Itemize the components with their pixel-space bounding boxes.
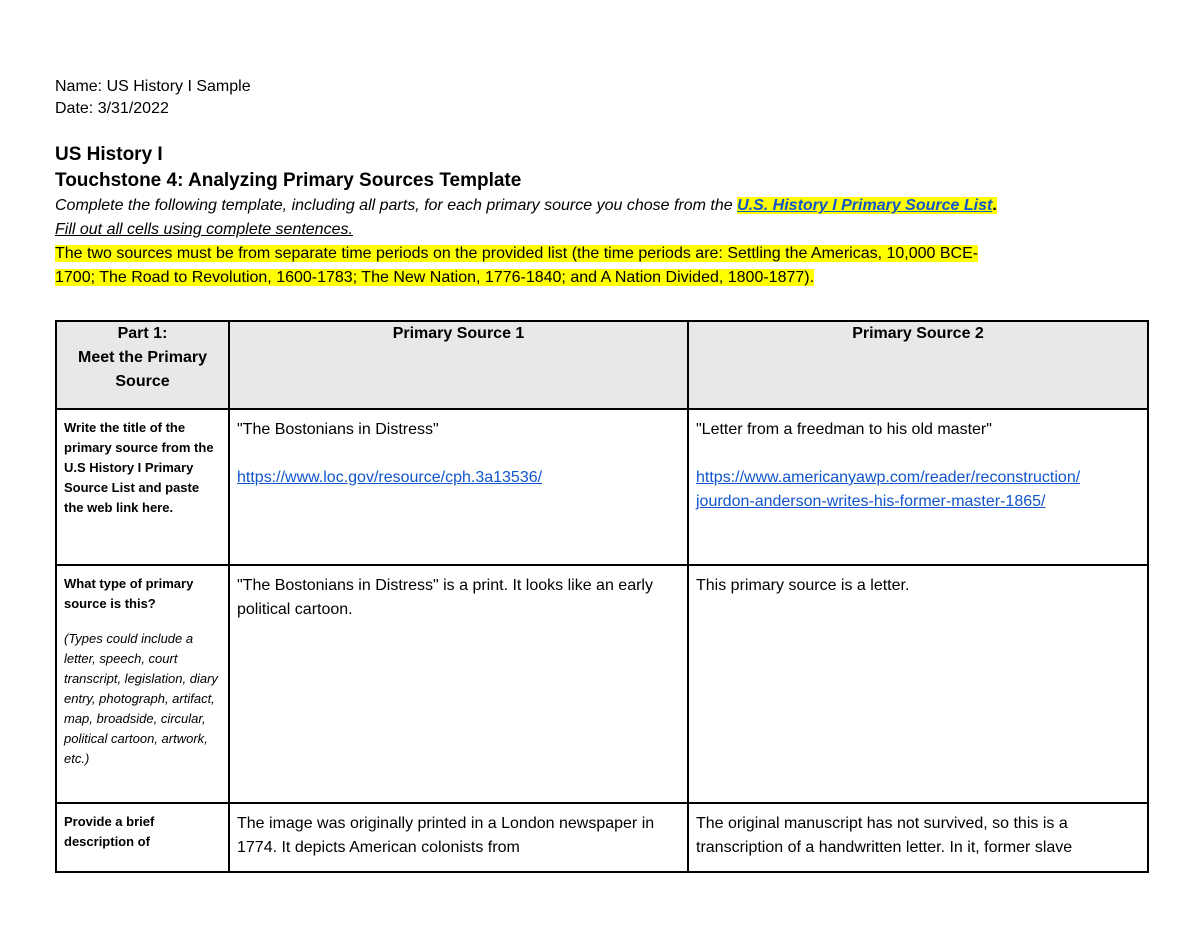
header-part1: [56, 321, 229, 409]
instruction-time-periods-1: The two sources must be from separate time periods on the provided list (the time periods are: Settling the Americas, 10,000 BCE-: [55, 245, 979, 262]
source2-link-line1: https://www.americanyawp.com/reader/reconstruction/: [696, 469, 1081, 486]
source1-description-cell[interactable]: The image was originally printed in a London newspaper in 1774. It depicts American colonists from: [229, 803, 688, 872]
primary-sources-table: [55, 320, 1149, 873]
course-title: US History I: [55, 144, 163, 165]
row-label-title: Write the title of the primary source from the U.S History I Primary Source List and paste the web link here.: [56, 409, 229, 565]
primary-source-list-link[interactable]: U.S. History I Primary Source List: [737, 197, 993, 214]
instruction-line-1: [55, 194, 1147, 218]
source1-type-cell[interactable]: "The Bostonians in Distress" is a print. It looks like an early political cartoon.: [229, 565, 688, 803]
header-source-2: Primary Source 2: [688, 321, 1148, 409]
instruction-line-2: [55, 218, 1147, 242]
source2-description-cell[interactable]: The original manuscript has not survived, so this is a transcription of a handwritten letter. In it, former slave: [688, 803, 1148, 872]
instruction-complete-sentences: Fill out all cells using complete sentences.: [55, 221, 353, 238]
instruction-prefix: Complete the following template, including all parts, for each primary source you chose from the: [55, 197, 738, 214]
instruction-period: .: [992, 197, 997, 214]
instruction-line-4: [55, 266, 1147, 290]
row-label-type-note: (Types could include a letter, speech, court transcript, legislation, diary entry, photograph, artifact, map, broadside, circular, political cartoon, artwork, etc.): [64, 631, 218, 766]
source2-link[interactable]: [696, 469, 1080, 510]
touchstone-title: Touchstone 4: Analyzing Primary Sources Template: [55, 170, 522, 191]
header-part1-line2: Meet the Primary Source: [78, 349, 207, 390]
table-row: [56, 803, 1148, 872]
instructions: [55, 194, 1147, 290]
instruction-time-periods-2: 1700; The Road to Revolution, 1600-1783; The New Nation, 1776-1840; and A Nation Divided, 1800-1877).: [55, 269, 815, 286]
source2-title-cell[interactable]: [688, 409, 1148, 565]
row-label-type: [56, 565, 229, 803]
source1-title: "The Bostonians in Distress": [237, 421, 439, 438]
row-label-description: Provide a brief description of: [56, 803, 229, 872]
source1-link[interactable]: https://www.loc.gov/resource/cph.3a13536/: [237, 469, 543, 486]
name-line: Name: US History I Sample: [55, 78, 251, 95]
instruction-line-3: [55, 242, 1147, 266]
date-line: Date: 3/31/2022: [55, 100, 169, 117]
source2-link-line2: jourdon-anderson-writes-his-former-master-1865/: [696, 493, 1046, 510]
source2-type-cell[interactable]: This primary source is a letter.: [688, 565, 1148, 803]
header-part1-line1: Part 1:: [117, 325, 168, 342]
row-label-type-question: What type of primary source is this?: [64, 576, 194, 611]
header-source-1: Primary Source 1: [229, 321, 688, 409]
table-row: [56, 409, 1148, 565]
table-row: [56, 565, 1148, 803]
source1-title-cell[interactable]: [229, 409, 688, 565]
source2-title: "Letter from a freedman to his old master": [696, 421, 992, 438]
document-page: [55, 76, 1147, 290]
table-header-row: [56, 321, 1148, 409]
